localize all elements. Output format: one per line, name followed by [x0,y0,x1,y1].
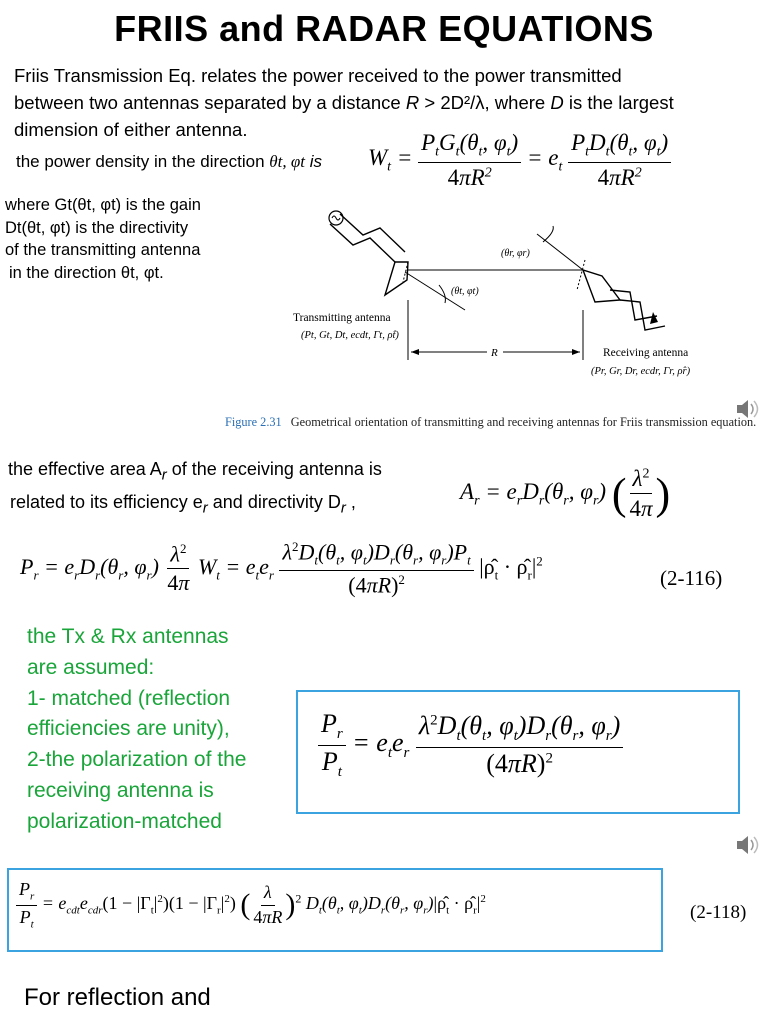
antenna-orientation-figure [225,190,768,440]
footer-text: For reflection and [24,984,211,1011]
power-density-text: the power density in the direction θt, φt is [16,152,322,171]
source-icon [329,211,343,225]
gain-directivity-text: where Gt(θt, φt) is the gain Dt(θt, φt) is the directivity of the transmitting antenna in the direction θt, φt. [5,196,201,282]
tx-antenna-shape [385,262,408,295]
tx-angle-label: (θt, φt) [451,286,479,297]
rx-antenna-shape [583,270,620,302]
rx-angle-label: (θr, φr) [501,248,530,259]
figure-caption-text: Geometrical orientation of transmitting and receiving antennas for Friis transmission equation. [290,415,757,429]
tx-antenna-label: Transmitting antenna [293,312,391,324]
svg-text:Figure 2.31 Geometrical or [225,415,756,429]
speaker-icon[interactable] [734,832,760,864]
rx-antenna-label: Receiving antenna [603,347,689,359]
intro-line-2: between two antennas separated by a distance R > 2D²/λ, where D is the largest [14,92,674,113]
tx-antenna-params: (Pt, Gt, Dt, ecdt, Γt, ρ̂t) [301,330,399,341]
received-power-equation: $P_r = e_rD_r(\theta_r$, $\varphi_r$) $\frac{\lambda^2}{4\pi}$ $W_t = e_te_r$ $\frac{\lambda^2D_t(\theta_t, \varphi_t)D_r(\theta_r, \varphi_r)P_t}{(4\pi R)^2}$ $|\rhô_t$ · $\rhô_r|^2$ [20,539,543,598]
assumptions-text: the Tx & Rx antennas are assumed: 1- matched (reflection efficiencies are unity), 2-the polarization of the receiving antenna is polarization-matched [27,625,247,833]
distance-label: R [491,347,498,359]
speaker-icon[interactable] [734,396,760,428]
page-title: FRIIS and RADAR EQUATIONS [114,8,654,49]
intro-line-1: Friis Transmission Eq. relates the power received to the power transmitted [14,65,622,86]
friis-full-equation: $\frac{P_r}{P_t}$ = $e_{cdt}e_{cdr}(1 - |\Gamma_t|^2)(1 - |\Gamma_r|^2)$ ( $\frac{\lambda}{4\pi R}$ )$^2$ $D_t(\theta_t$, $\varphi_t)D_r(\theta_r$, $\varphi_r)|\rhô_t$ · $\rhô_r|^2$ [16,880,486,930]
friis-equation: $\frac{P_r}{P_t}$ = $e_te_r$ $\frac{\lambda^2D_t(\theta_t, \varphi_t)D_r(\theta_r, \varphi_r)}{(4\pi R)^2}$ [318,710,623,780]
rx-antenna-params: (Pr, Gr, Dr, ecdr, Γr, ρ̂r) [591,366,691,377]
equation-number-118: (2-118) [690,902,747,923]
effective-area-text: the effective area $A_r$ of the receiving antenna is related to its efficiency $e_r$ and directivity $D_r$ , [8,459,382,517]
equation-number-116: (2-116) [660,566,723,590]
effective-area-equation: $A_r = e_rD_r(\theta_r$, $\varphi_r$) ( $\frac{\lambda^2}{4\pi}$ ) [460,466,671,522]
intro-line-3: dimension of either antenna. [14,119,248,140]
figure-caption-label: Figure 2.31 [225,415,282,429]
power-density-equation: $W_t$ = $\frac{P_tG_t(\theta_t, \varphi_t)}{4\pi R^2}$ = $e_t$ $\frac{P_tD_t(\theta_t, \varphi_t)}{4\pi R^2}$ [368,130,671,190]
